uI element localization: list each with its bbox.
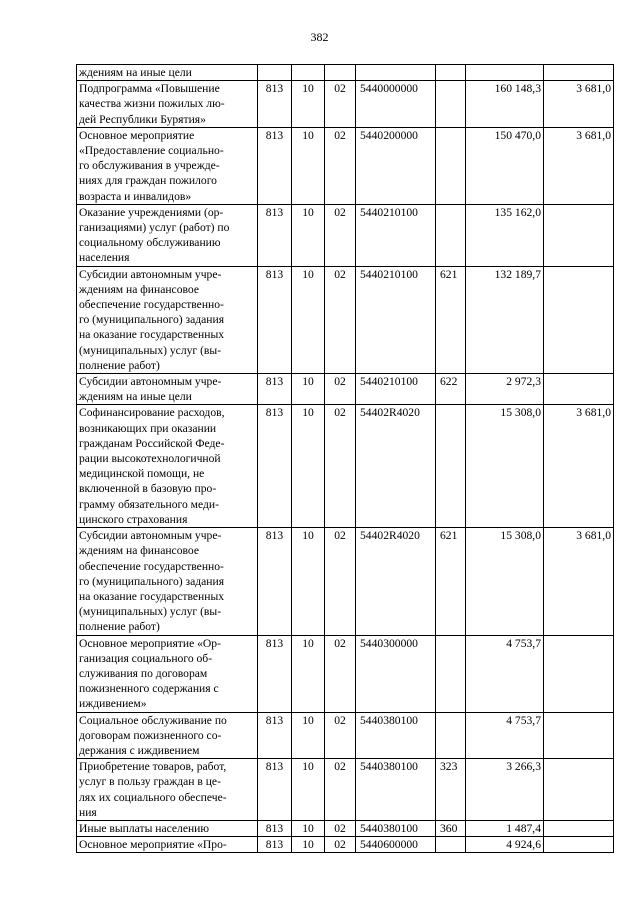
cell-grbs: 813: [258, 837, 292, 853]
cell-expense-type: [436, 127, 466, 204]
description-line: го (муниципального) задания: [79, 574, 225, 588]
table-row: [77, 374, 614, 405]
cell-expense-type: [436, 837, 466, 853]
cell-target-article: 54402R4020: [356, 405, 436, 528]
description-line: держания с иждивением: [79, 743, 200, 757]
cell-subsection: 02: [325, 635, 356, 712]
cell-description: [77, 528, 258, 635]
cell-amount-extra: [544, 635, 614, 712]
description-line: договорам пожизненного со-: [79, 728, 222, 742]
description-line: го обслуживания в учрежде-: [79, 159, 220, 173]
cell-description: [77, 81, 258, 128]
description-line: Основное мероприятие: [79, 128, 195, 142]
cell-target-article: 5440210100: [356, 204, 436, 266]
description-line: ждениям на финансовое: [79, 544, 199, 558]
cell-amount-extra: [544, 820, 614, 836]
table-row: [77, 81, 614, 128]
cell-target-article: 5440210100: [356, 266, 436, 373]
description-line: Субсидии автономным учре-: [79, 529, 222, 543]
cell-expense-type: 360: [436, 820, 466, 836]
cell-grbs: 813: [258, 81, 292, 128]
table-row: [77, 405, 614, 528]
cell-subsection: 02: [325, 528, 356, 635]
description-line: ждениям на иные цели: [79, 390, 192, 404]
cell-grbs: 813: [258, 204, 292, 266]
cell-grbs: 813: [258, 266, 292, 373]
cell-amount-extra: 3 681,0: [544, 81, 614, 128]
cell-description: [77, 405, 258, 528]
cell-subsection: 02: [325, 820, 356, 836]
table-row: [77, 127, 614, 204]
table-row: [77, 759, 614, 821]
description-line: ждениям на иные цели: [79, 66, 192, 79]
budget-table: [76, 64, 614, 853]
cell-description: [77, 820, 258, 836]
description-line: Подпрограмма «Повышение: [79, 82, 220, 96]
description-line: «Предоставление социально-: [79, 144, 224, 158]
description-line: (муниципальных) услуг (вы-: [79, 343, 222, 357]
cell-grbs: 813: [258, 759, 292, 821]
cell-description: [77, 635, 258, 712]
cell-section: 10: [292, 266, 325, 373]
description-line: ния: [79, 805, 97, 819]
cell-expense-type: 621: [436, 528, 466, 635]
cell-description: [77, 712, 258, 759]
cell-target-article: [356, 65, 436, 81]
table-row: [77, 528, 614, 635]
table-row: [77, 712, 614, 759]
cell-amount: 4 924,6: [466, 837, 544, 853]
description-line: обеспечение государственно-: [79, 559, 224, 573]
description-line: лях их социального обеспече-: [79, 790, 227, 804]
cell-subsection: 02: [325, 759, 356, 821]
description-line: цинского страхования: [79, 512, 188, 526]
cell-grbs: 813: [258, 528, 292, 635]
table-row: [77, 837, 614, 853]
cell-amount: 4 753,7: [466, 712, 544, 759]
page-number: 382: [310, 30, 329, 44]
cell-section: [292, 65, 325, 81]
description-line: дей Республики Бурятия»: [79, 112, 206, 126]
description-line: населения: [79, 251, 130, 265]
cell-subsection: 02: [325, 712, 356, 759]
description-line: Основное мероприятие «Про-: [79, 838, 227, 852]
cell-grbs: 813: [258, 712, 292, 759]
table-row: [77, 204, 614, 266]
description-line: социальному обслуживанию: [79, 236, 221, 250]
cell-grbs: [258, 65, 292, 81]
cell-amount: 160 148,3: [466, 81, 544, 128]
cell-amount-extra: 3 681,0: [544, 528, 614, 635]
cell-section: 10: [292, 528, 325, 635]
cell-description: [77, 266, 258, 373]
cell-amount-extra: [544, 266, 614, 373]
cell-target-article: 5440000000: [356, 81, 436, 128]
cell-section: 10: [292, 405, 325, 528]
description-line: медицинской помощи, не: [79, 467, 205, 481]
cell-expense-type: [436, 405, 466, 528]
description-line: на оказание государственных: [79, 589, 225, 603]
description-line: грамму обязательного меди-: [79, 497, 219, 511]
description-line: Основное мероприятие «Ор-: [79, 636, 221, 650]
table-row: [77, 820, 614, 836]
cell-target-article: 5440600000: [356, 837, 436, 853]
cell-section: 10: [292, 204, 325, 266]
cell-amount: 150 470,0: [466, 127, 544, 204]
cell-expense-type: [436, 635, 466, 712]
description-line: возникающих при оказании: [79, 421, 217, 435]
cell-grbs: 813: [258, 635, 292, 712]
cell-target-article: 5440380100: [356, 759, 436, 821]
cell-amount: 15 308,0: [466, 405, 544, 528]
description-line: Софинансирование расходов,: [79, 406, 225, 420]
cell-subsection: 02: [325, 204, 356, 266]
table-row: [77, 266, 614, 373]
cell-section: 10: [292, 837, 325, 853]
cell-section: 10: [292, 81, 325, 128]
description-line: (муниципальных) услуг (вы-: [79, 605, 222, 619]
cell-subsection: 02: [325, 127, 356, 204]
cell-target-article: 54402R4020: [356, 528, 436, 635]
description-line: ганизациями) услуг (работ) по: [79, 221, 230, 235]
cell-amount: 15 308,0: [466, 528, 544, 635]
description-line: ганизация социального об-: [79, 651, 213, 665]
cell-target-article: 5440300000: [356, 635, 436, 712]
cell-description: [77, 127, 258, 204]
cell-description: [77, 374, 258, 405]
description-line: качества жизни пожилых лю-: [79, 97, 225, 111]
cell-description: [77, 759, 258, 821]
description-line: на оказание государственных: [79, 328, 225, 342]
table-row: [77, 635, 614, 712]
cell-expense-type: 323: [436, 759, 466, 821]
cell-amount-extra: [544, 204, 614, 266]
cell-target-article: 5440210100: [356, 374, 436, 405]
description-line: обеспечение государственно-: [79, 298, 224, 312]
description-line: ниях для граждан пожилого: [79, 174, 217, 188]
description-line: пожизненного содержания с: [79, 682, 219, 696]
description-line: Оказание учреждениями (ор-: [79, 205, 224, 219]
cell-grbs: 813: [258, 405, 292, 528]
description-line: Иные выплаты населению: [79, 821, 210, 835]
cell-subsection: 02: [325, 81, 356, 128]
cell-subsection: 02: [325, 405, 356, 528]
description-line: Социальное обслуживание по: [79, 713, 227, 727]
cell-section: 10: [292, 374, 325, 405]
cell-grbs: 813: [258, 374, 292, 405]
cell-amount-extra: [544, 712, 614, 759]
cell-amount: 1 487,4: [466, 820, 544, 836]
description-line: полнение работ): [79, 620, 160, 634]
description-line: Субсидии автономным учре-: [79, 267, 222, 281]
cell-amount-extra: 3 681,0: [544, 405, 614, 528]
cell-amount: 2 972,3: [466, 374, 544, 405]
description-line: возраста и инвалидов»: [79, 189, 192, 203]
cell-amount-extra: [544, 837, 614, 853]
cell-subsection: 02: [325, 374, 356, 405]
cell-target-article: 5440380100: [356, 820, 436, 836]
cell-amount-extra: [544, 759, 614, 821]
cell-subsection: 02: [325, 266, 356, 373]
cell-expense-type: [436, 65, 466, 81]
cell-subsection: [325, 65, 356, 81]
description-line: полнение работ): [79, 358, 160, 372]
description-line: служивания по договорам: [79, 666, 208, 680]
description-line: ждениям на финансовое: [79, 282, 199, 296]
cell-amount-extra: 3 681,0: [544, 127, 614, 204]
cell-target-article: 5440200000: [356, 127, 436, 204]
cell-section: 10: [292, 127, 325, 204]
cell-amount: 135 162,0: [466, 204, 544, 266]
cell-expense-type: 622: [436, 374, 466, 405]
cell-expense-type: 621: [436, 266, 466, 373]
cell-grbs: 813: [258, 820, 292, 836]
cell-section: 10: [292, 712, 325, 759]
cell-amount: 3 266,3: [466, 759, 544, 821]
cell-description: [77, 204, 258, 266]
cell-subsection: 02: [325, 837, 356, 853]
cell-target-article: 5440380100: [356, 712, 436, 759]
description-line: гражданам Российской Феде-: [79, 436, 225, 450]
table-row: [77, 65, 614, 81]
cell-amount: 4 753,7: [466, 635, 544, 712]
cell-description: [77, 65, 258, 81]
cell-section: 10: [292, 759, 325, 821]
cell-amount: 132 189,7: [466, 266, 544, 373]
description-line: Субсидии автономным учре-: [79, 375, 222, 389]
description-line: иждивением»: [79, 697, 147, 711]
description-line: го (муниципального) задания: [79, 313, 225, 327]
description-line: услуг в пользу граждан в це-: [79, 775, 221, 789]
cell-description: [77, 837, 258, 853]
cell-amount: [466, 65, 544, 81]
description-line: включенной в базовую про-: [79, 482, 217, 496]
cell-amount-extra: [544, 65, 614, 81]
cell-section: 10: [292, 635, 325, 712]
cell-grbs: 813: [258, 127, 292, 204]
cell-expense-type: [436, 712, 466, 759]
description-line: рации высокотехнологичной: [79, 452, 221, 466]
cell-expense-type: [436, 204, 466, 266]
description-line: Приобретение товаров, работ,: [79, 760, 227, 774]
cell-section: 10: [292, 820, 325, 836]
cell-amount-extra: [544, 374, 614, 405]
cell-expense-type: [436, 81, 466, 128]
